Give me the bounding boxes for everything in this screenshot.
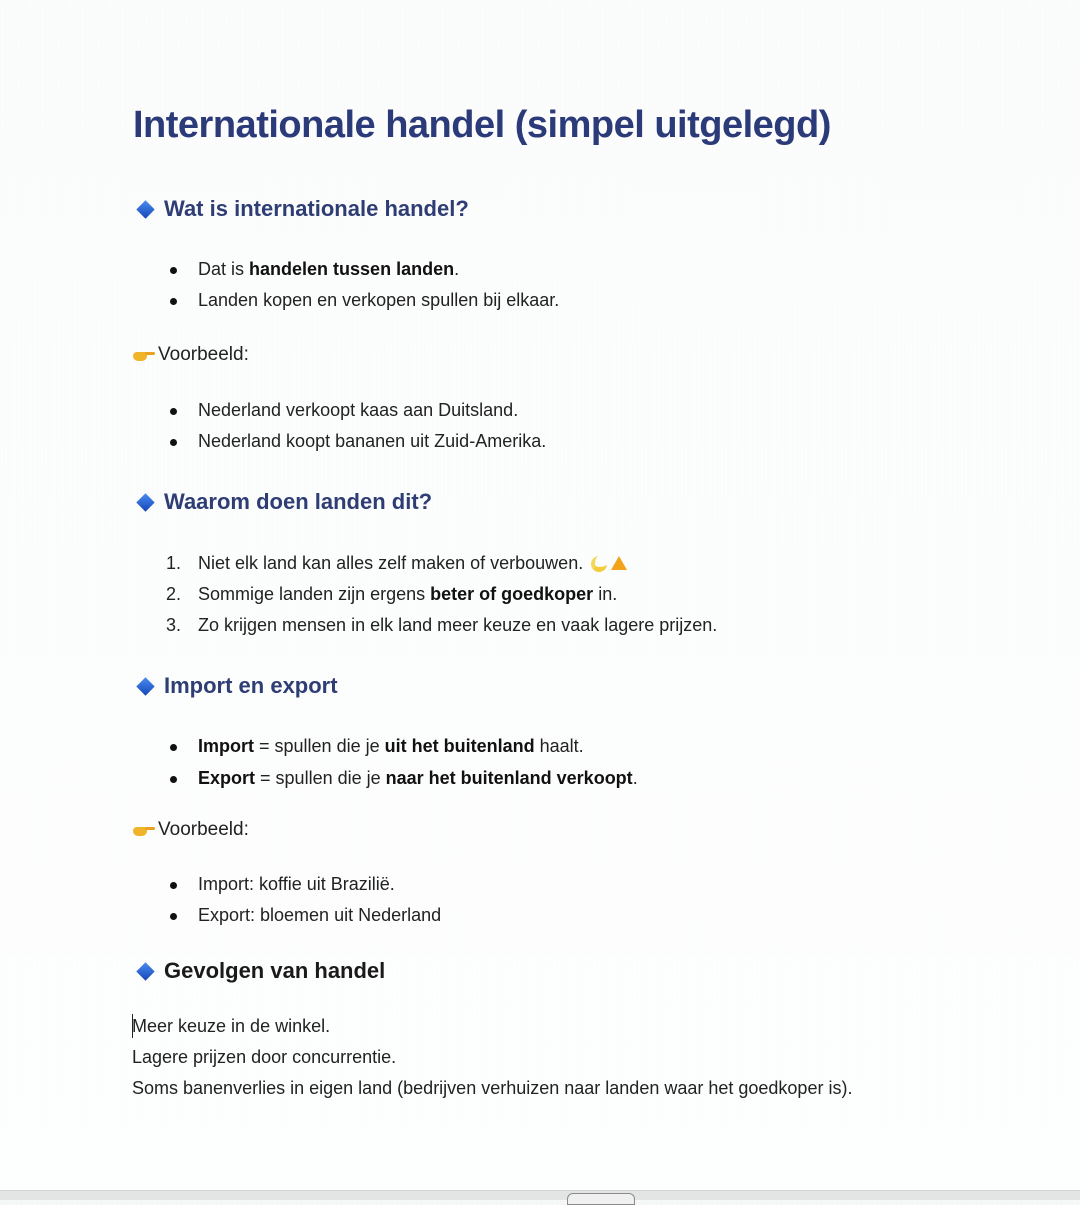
list-item	[198, 736, 584, 757]
bullet-icon	[170, 882, 177, 889]
example-label-text: Voorbeeld:	[158, 344, 249, 365]
heading-text: Waarom doen landen dit?	[164, 489, 433, 514]
example-label-text: Voorbeeld:	[158, 819, 249, 840]
text-line[interactable]: Soms banenverlies in eigen land (bedrijven verhuizen naar landen waar het goedkoper is).	[132, 1078, 853, 1098]
section-heading-what-is	[137, 196, 469, 222]
numbered-item	[198, 553, 633, 574]
list-item: Import: koffie uit Brazilië.	[198, 874, 395, 894]
text: in.	[598, 584, 618, 604]
bold-text: handelen tussen landen	[249, 259, 455, 279]
bullet-icon	[170, 267, 177, 274]
list-number: 2.	[166, 584, 182, 604]
section-heading-why	[137, 489, 432, 515]
list-item: Landen kopen en verkopen spullen bij elkaar.	[198, 290, 560, 310]
list-item: Export: bloemen uit Nederland	[198, 905, 442, 925]
bold-text: Import	[198, 736, 254, 756]
diamond-icon	[136, 493, 154, 511]
text: Sommige landen zijn ergens	[198, 584, 426, 604]
text: haalt.	[539, 736, 584, 756]
text-line[interactable]: Lagere prijzen door concurrentie.	[132, 1047, 397, 1067]
section-heading-consequences	[137, 958, 385, 984]
list-item	[198, 259, 459, 280]
text-line[interactable]: Meer keuze in de winkel.	[132, 1016, 331, 1036]
text: .	[454, 259, 460, 279]
bullet-icon	[170, 776, 177, 783]
document-title: Internationale handel (simpel uitgelegd)	[133, 104, 831, 146]
bold-text: uit het buitenland	[384, 736, 535, 756]
pointing-hand-icon	[133, 825, 155, 835]
bold-text: Export	[198, 768, 256, 788]
text: Niet elk land kan alles zelf maken of verbouwen.	[198, 553, 584, 573]
heading-text: Import en export	[164, 673, 338, 698]
numbered-item: Zo krijgen mensen in elk land meer keuze en vaak lagere prijzen.	[198, 615, 718, 635]
heading-text: Wat is internationale handel?	[164, 196, 469, 221]
emoji-group	[589, 554, 633, 574]
diamond-icon	[136, 200, 154, 218]
example-label	[133, 819, 249, 841]
numbered-item	[198, 584, 617, 605]
bullet-icon	[170, 298, 177, 305]
text: = spullen die je	[259, 736, 380, 756]
bullet-icon	[170, 408, 177, 415]
diamond-icon	[136, 677, 154, 695]
text: = spullen die je	[260, 768, 381, 788]
banana-icon	[591, 556, 607, 572]
text: Dat is	[198, 259, 245, 279]
diamond-icon	[136, 962, 154, 980]
list-item: Nederland verkoopt kaas aan Duitsland.	[198, 400, 519, 420]
list-item	[198, 768, 638, 789]
bullet-icon	[170, 913, 177, 920]
bold-text: beter of goedkoper	[430, 584, 594, 604]
bullet-icon	[170, 439, 177, 446]
bullet-icon	[170, 744, 177, 751]
scrollbar-thumb[interactable]	[567, 1193, 635, 1205]
list-number: 3.	[166, 615, 182, 635]
example-label	[133, 344, 249, 366]
cheese-icon	[611, 556, 627, 570]
section-heading-import-export	[137, 673, 338, 699]
pointing-hand-icon	[133, 350, 155, 360]
list-number: 1.	[166, 553, 182, 573]
list-item: Nederland koopt bananen uit Zuid-Amerika.	[198, 431, 547, 451]
bold-text: naar het buitenland verkoopt	[385, 768, 633, 788]
text: .	[632, 768, 638, 788]
heading-text: Gevolgen van handel	[164, 958, 386, 983]
